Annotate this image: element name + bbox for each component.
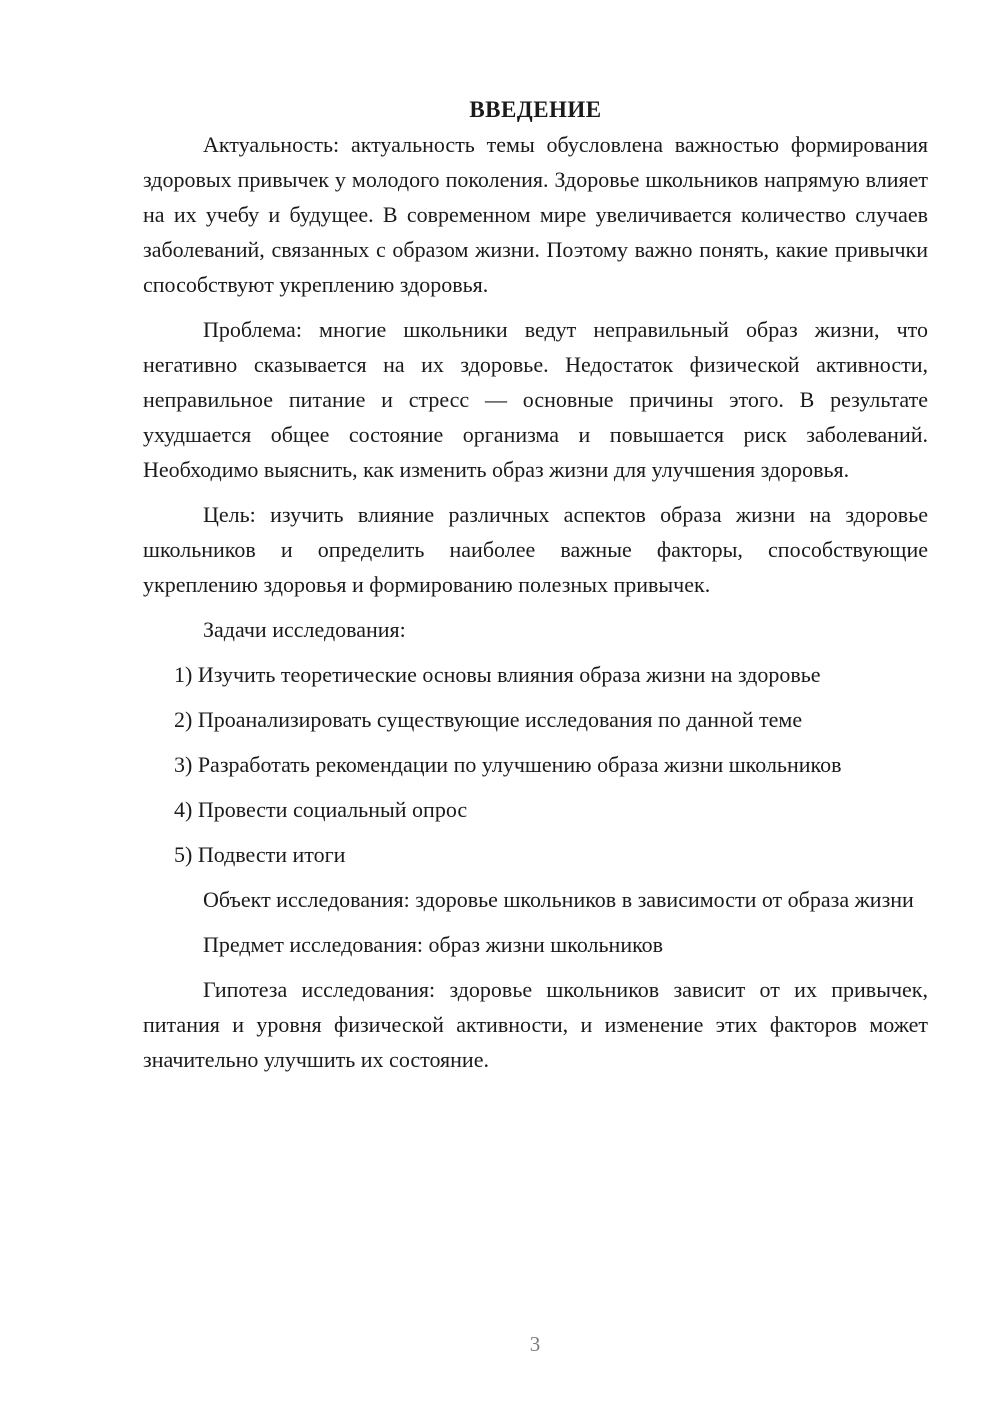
task-item: 3) Разработать рекомендации по улучшению образа жизни школьников [174,752,842,777]
research-subject: Предмет исследования: образ жизни школьников [203,932,664,957]
task-item: 4) Провести социальный опрос [174,797,468,822]
document-page [143,92,928,1077]
paragraph-problem: Проблема: многие школьники ведут неправильный образ жизни, что негативно сказывается на их здоровье. Недостаток физической активности, неправильное питание и стресс — основные причины этого. В результате ухудшается общее состояние организма и повышается риск заболеваний. Необходимо выяснить, как изменить образ жизни для улучшения здоровья. [143,317,928,482]
task-item: 2) Проанализировать существующие исследования по данной теме [174,707,803,732]
document-title: ВВЕДЕНИЕ [469,97,602,122]
research-object: Объект исследования: здоровье школьников в зависимости от образа жизни [203,887,914,912]
task-item: 5) Подвести итоги [174,842,346,867]
task-item: 1) Изучить теоретические основы влияния образа жизни на здоровье [174,662,821,687]
paragraph-goal: Цель: изучить влияние различных аспектов образа жизни на здоровье школьников и определить наиболее важные факторы, способствующие укреплению здоровья и формированию полезных привычек. [143,502,928,597]
paragraph-relevance: Актуальность: актуальность темы обусловлена важностью формирования здоровых привычек у молодого поколения. Здоровье школьников напрямую влияет на их учебу и будущее. В современном мире увеличивается количество случаев заболеваний, связанных с образом жизни. Поэтому важно понять, какие привычки способствуют укреплению здоровья. [143,132,928,297]
tasks-heading: Задачи исследования: [203,617,406,642]
research-hypothesis: Гипотеза исследования: здоровье школьников зависит от их привычек, питания и уровня физической активности, и изменение этих факторов может значительно улучшить их состояние. [143,977,928,1072]
page-number: 3 [529,1332,541,1356]
